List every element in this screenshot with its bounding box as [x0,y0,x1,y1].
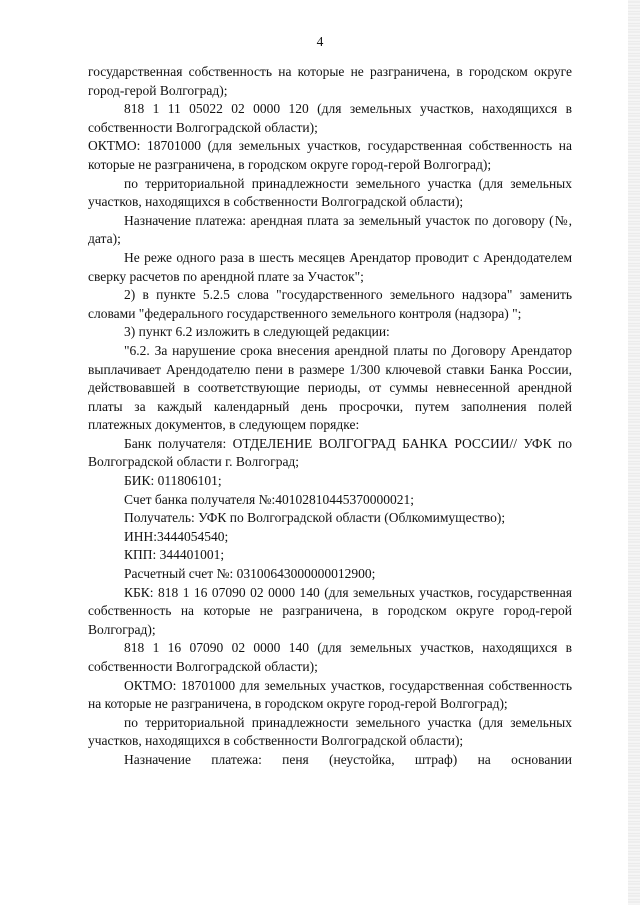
paragraph: ОКТМО: 18701000 для земельных участков, государственная собственность на которые не разграничена, в городском округе город-герой Волгоград); [88,677,572,712]
paragraph: государственная собственность на которые не разграничена, в городском округе город-герой Волгоград); [88,64,572,98]
paragraph: 2) в пункте 5.2.5 слова "государственного земельного надзора" заменить словами "федерального государственного земельного контроля (надзора) "; [88,287,572,321]
scan-edge [628,0,640,905]
paragraph: КПП: 344401001; [124,547,225,563]
paragraph: Получатель: УФК по Волгоградской области (Облкомимущество); [124,510,506,526]
paragraph: Счет банка получателя №:40102810445370000021; [124,491,414,507]
paragraph: "6.2. За нарушение срока внесения арендной платы по Договору Арендатор выплачивает Арендодателю пени в размере 1/300 ключевой ставки Банка России, действовавшей в соответствующие периоды, от суммы невнесенной арендной платы за каждый календарный день просрочки, путем заполнения полей платежных документов, в следующем порядке: [88,342,572,433]
page-number: 4 [316,34,324,49]
paragraph: 3) пункт 6.2 изложить в следующей редакции: [124,324,390,340]
paragraph: Банк получателя: ОТДЕЛЕНИЕ ВОЛГОГРАД БАНКА РОССИИ// УФК по Волгоградской области г. Волгоград; [88,435,572,470]
document-body [88,63,572,770]
paragraph: Назначение платежа: арендная плата за земельный участок по договору (№, дата); [88,212,572,247]
paragraph: 818 1 11 05022 02 0000 120 (для земельных участков, находящихся в собственности Волгоградской области); [88,101,572,135]
paragraph: Не реже одного раза в шесть месяцев Арендатор проводит с Арендодателем сверку расчетов по арендной плате за Участок"; [88,249,572,284]
paragraph: 818 1 16 07090 02 0000 140 (для земельных участков, находящихся в собственности Волгоградской области); [88,640,572,674]
paragraph: ИНН:3444054540; [124,528,229,544]
paragraph: по территориальной принадлежности земельного участка (для земельных участков, находящихся в собственности Волгоградской области); [88,175,572,210]
paragraph: Назначение платежа: пеня (неустойка, штраф) на основании [124,751,572,767]
paragraph: ОКТМО: 18701000 (для земельных участков, государственная собственность на которые не разграничена, в городском округе город-герой Волгоград); [88,138,572,172]
paragraph: БИК: 011806101; [124,473,222,489]
paragraph: КБК: 818 1 16 07090 02 0000 140 (для земельных участков, государственная собственность на которые не разграничена, в городском округе город-герой Волгоград); [88,584,572,637]
paragraph: Расчетный счет №: 03100643000000012900; [124,566,376,582]
paragraph: по территориальной принадлежности земельного участка (для земельных участков, находящихся в собственности Волгоградской области); [88,714,572,749]
